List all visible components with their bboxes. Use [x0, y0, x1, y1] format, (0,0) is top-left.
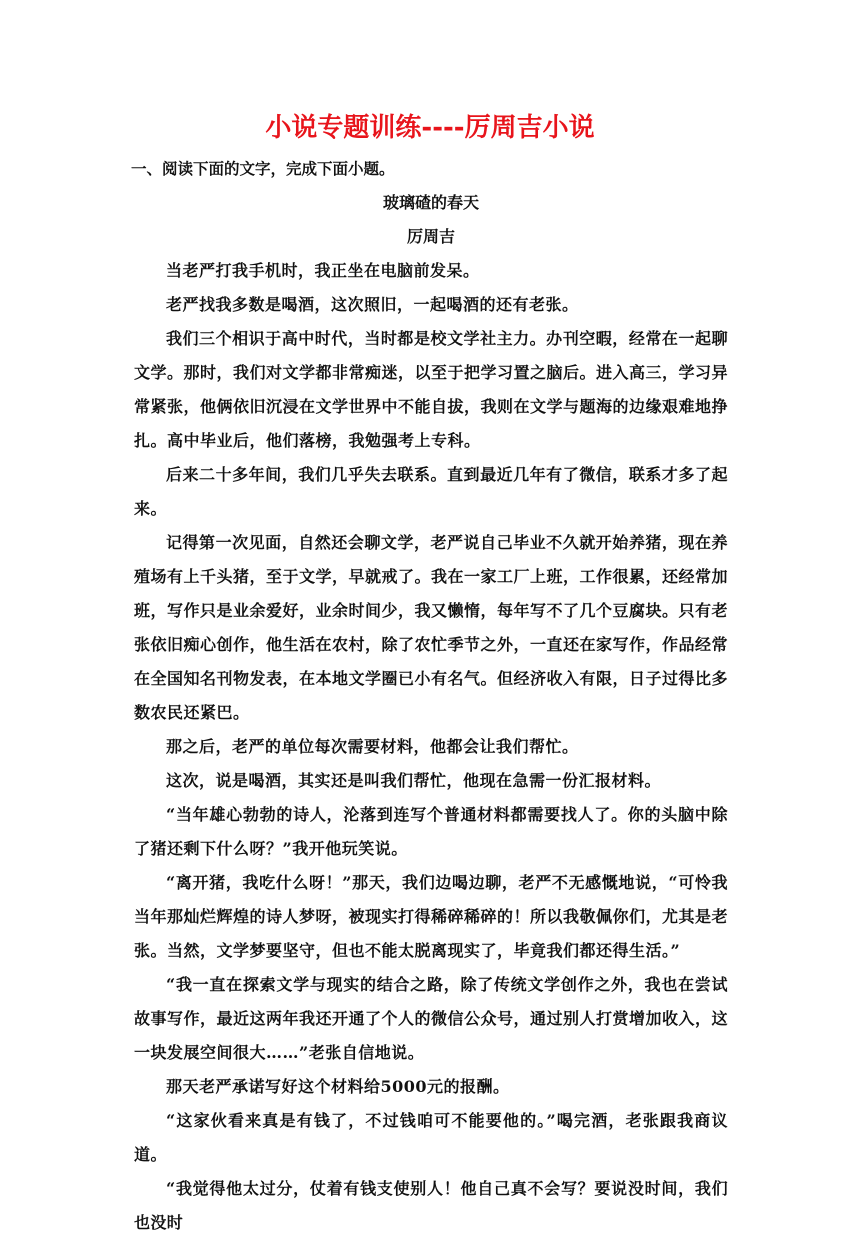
story-paragraph: 当老严打我手机时，我正坐在电脑前发呆。 — [166, 261, 480, 280]
story-author: 厉周吉 — [406, 227, 455, 246]
story-paragraph: 我们三个相识于高中时代，当时都是校文学社主力。办刊空暇，经常在一起聊文学。那时，我们对文学都非常痴迷，以至于把学习置之脑后。进入高三，学习异常紧张，他俩依旧沉浸在文学世界中不能自拔，我则在文学与题海的边缘艰难地挣扎。高中毕业后，他们落榜，我勉强考上专科。 — [134, 329, 729, 450]
question-instruction: 一、阅读下面的文字，完成下面小题。 — [131, 160, 395, 178]
story-paragraph: “离开猪，我吃什么呀！”那天，我们边喝边聊，老严不无感慨地说，“可怜我当年那灿烂辉煌的诗人梦呀，被现实打得稀碎稀碎的！所以我敬佩你们，尤其是老张。当然，文学梦要坚守，但也不能太脱离现实了，毕竟我们都还得生活。” — [134, 873, 729, 960]
document-body — [131, 152, 729, 1240]
story-paragraph: “这家伙看来真是有钱了，不过钱咱可不能要他的。”喝完酒，老张跟我商议道。 — [134, 1111, 728, 1164]
story-paragraph: “当年雄心勃勃的诗人，沦落到连写个普通材料都需要找人了。你的头脑中除了猪还剩下什么呀？”我开他玩笑说。 — [134, 805, 728, 858]
page-title: 小说专题训练----厉周吉小说 — [265, 113, 595, 143]
story-title: 玻璃碴的春天 — [382, 193, 479, 212]
story-paragraph: 那之后，老严的单位每次需要材料，他都会让我们帮忙。 — [166, 737, 579, 756]
story-paragraph: 这次，说是喝酒，其实还是叫我们帮忙，他现在急需一份汇报材料。 — [166, 771, 662, 790]
story-paragraph: 老严找我多数是喝酒，这次照旧，一起喝酒的还有老张。 — [166, 295, 579, 314]
story-paragraph: “我一直在探索文学与现实的结合之路，除了传统文学创作之外，我也在尝试故事写作，最近这两年我还开通了个人的微信公众号，通过别人打赏增加收入，这一块发展空间很大……”老张自信地说。 — [134, 975, 729, 1062]
story-paragraph: 后来二十多年间，我们几乎失去联系。直到最近几年有了微信，联系才多了起来。 — [134, 465, 728, 518]
story-paragraph: “我觉得他太过分，仗着有钱支使别人！他自己真不会写？要说没时间，我们也没时 — [134, 1179, 728, 1232]
story-paragraph: 记得第一次见面，自然还会聊文学，老严说自己毕业不久就开始养猪，现在养殖场有上千头猪，至于文学，早就戒了。我在一家工厂上班，工作很累，还经常加班，写作只是业余爱好，业余时间少，我又懒惰，每年写不了几个豆腐块。只有老张依旧痴心创作，他生活在农村，除了农忙季节之外，一直还在家写作，作品经常在全国知名刊物发表，在本地文学圈已小有名气。但经济收入有限，日子过得比多数农民还紧巴。 — [134, 533, 729, 722]
story-paragraph: 那天老严承诺写好这个材料给5000元的报酬。 — [166, 1077, 510, 1096]
